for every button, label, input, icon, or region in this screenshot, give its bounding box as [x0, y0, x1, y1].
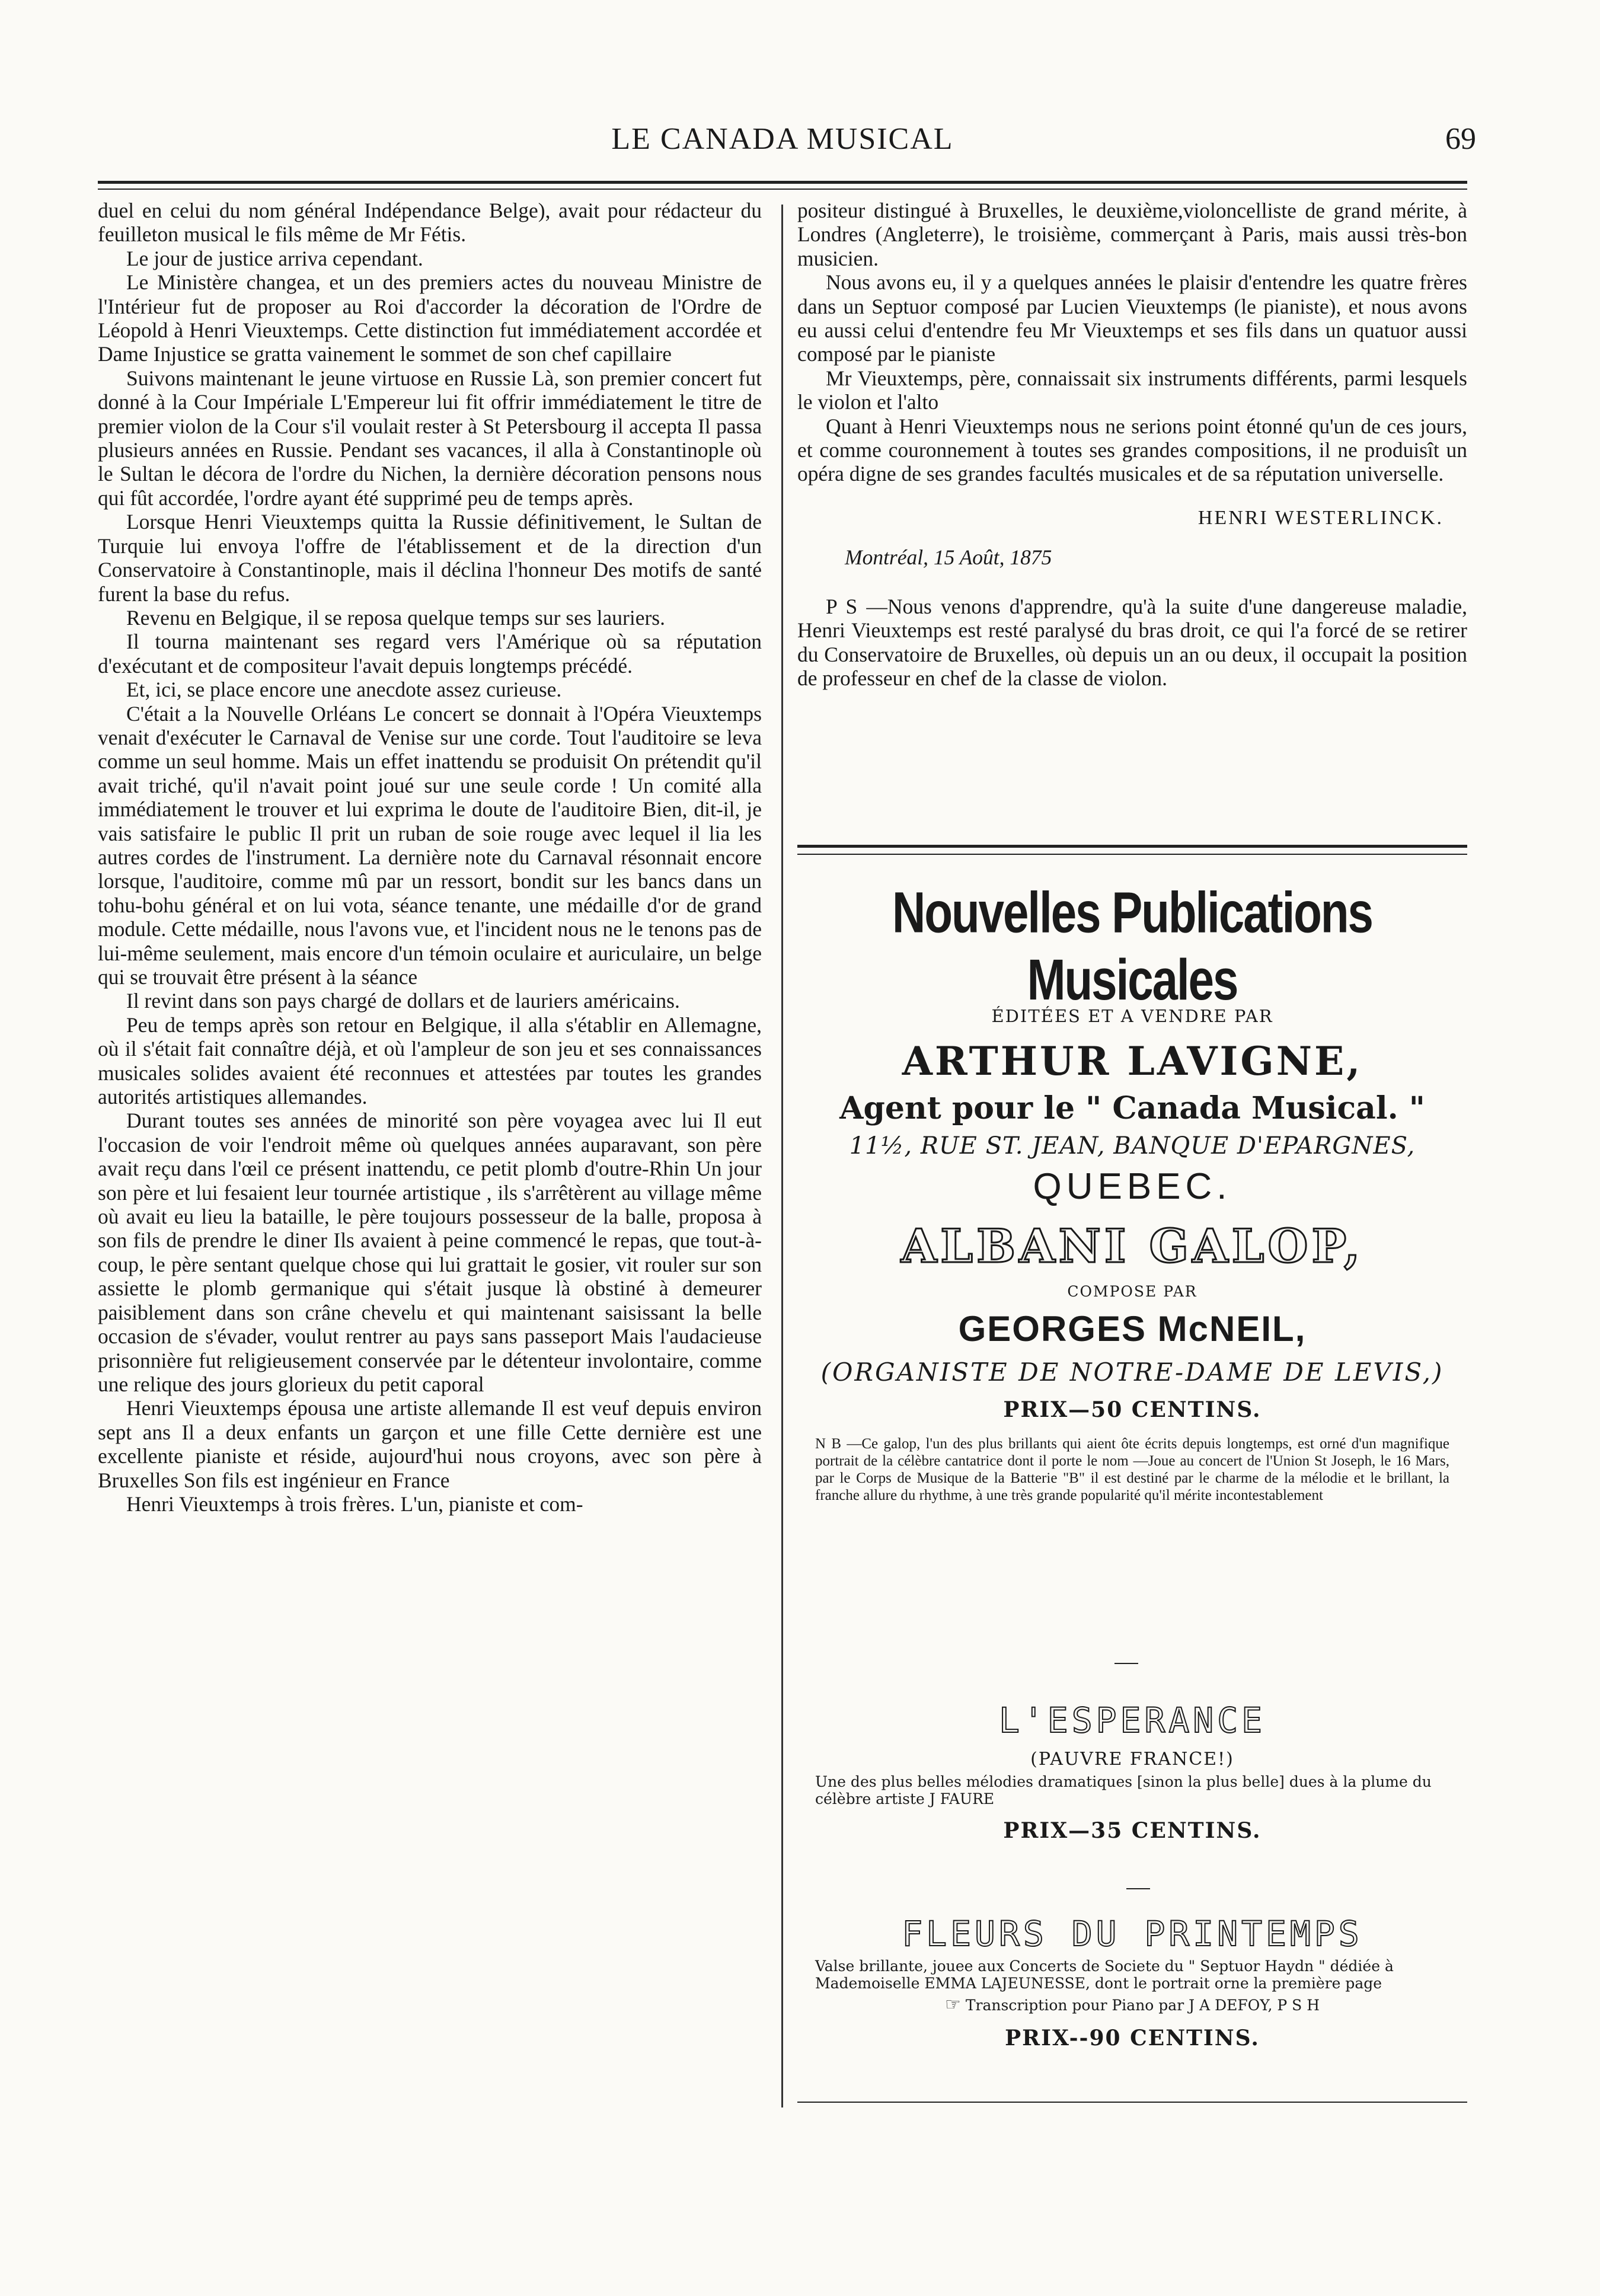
paragraph: Henri Vieuxtemps épousa une artiste allemande Il est veuf depuis environ sept ans Il a deux enfants un garçon et une fille Cette dernière est une excellente pianiste et réside, aujourd'hui nous croyons, avec son père à Bruxelles Son fils est ingénieur en France [98, 1396, 762, 1492]
advertisement-fleurs [797, 1909, 1467, 2051]
dateline: Montréal, 15 Août, 1875 [845, 545, 1052, 570]
paragraph: Revenu en Belgique, il se reposa quelque temps sur ses lauriers. [126, 605, 665, 630]
ad-rule-top [797, 845, 1467, 848]
paragraph: Lorsque Henri Vieuxtemps quitta la Russie définitivement, le Sultan de Turquie lui envoya l'offre de l'établissement et de la direction d'un Conservatoire à Constantinople, mais il déclina l'honneur Des motifs de santé furent la base du refus. [98, 510, 762, 606]
paragraph: Suivons maintenant le jeune virtuose en Russie Là, son premier concert fut donné à la Cour Impériale L'Empereur lui fit offrir immédiatement le titre de premier violon de la Cour s'il voulait rester à St Petersbourg il accepta Il passa plusieurs années en Russie. Pendant ses vacances, il alla à Constantinople où le Sultan le décora de l'ordre du Nichen, la dernière décoration pensons nous qui fût accordée, l'ordre ayant été supprimé peu de temps après. [98, 366, 762, 510]
composer-name: GEORGES McNEIL, [958, 1309, 1307, 1349]
composer-role: (ORGANISTE DE NOTRE-DAME DE LEVIS,) [820, 1358, 1444, 1387]
author-signature: HENRI WESTERLINCK. [1197, 506, 1443, 529]
note-esperance: Une des plus belles mélodies dramatiques [sinon la plus belle] dues à la plume du célèbre artiste J FAURE [815, 1773, 1432, 1808]
page-header [89, 122, 1476, 169]
piece-title-esperance: L'ESPERANCE [998, 1700, 1266, 1741]
paragraph: Le Ministère changea, et un des premiers actes du nouveau Ministre de l'Intérieur fut de proposer au Roi d'accorder la décoration de l'Ordre de Léopold à Henri Vieuxtemps. Cette distinction fut immédiatement accordée et Dame Injustice se gratta vainement le sommet de son chef capillaire [98, 270, 762, 366]
paragraph: Henri Vieuxtemps à trois frères. L'un, pianiste et com- [126, 1492, 583, 1516]
price-esperance: PRIX—35 CENTINS. [1003, 1818, 1262, 1843]
publisher-city: QUEBEC. [1033, 1166, 1232, 1207]
header-rule-thin [98, 189, 1467, 190]
transcription-line [797, 1994, 1467, 2015]
header-rule [98, 181, 1467, 184]
note-fleurs-du-printemps: Valse brillante, jouee aux Concerts de Societe du " Septuor Haydn " dédiée à Mademoiselle EMMA LAJEUNESSE, dont le portrait orne la première page [815, 1957, 1394, 1992]
composed-by: COMPOSE PAR [1067, 1283, 1197, 1300]
publisher-address: 11½, RUE ST. JEAN, BANQUE D'EPARGNES, [849, 1132, 1416, 1160]
publisher-name: ARTHUR LAVIGNE, [902, 1038, 1363, 1084]
piece-subtitle-esperance: (PAUVRE FRANCE!) [1030, 1749, 1234, 1770]
left-column [98, 199, 762, 1516]
column-divider [781, 205, 783, 2107]
ad-rule-bottom [797, 2102, 1467, 2103]
note-albani-galop: N B —Ce galop, l'un des plus brillants qui aient ôte écrits depuis longtemps, est orné d'un magnifique portrait de la célèbre cantatrice dont il porte le nom —Joue au concert de l'Union St Joseph, le 16 Mars, par le Corps de Musique de la Batterie "B" il est destiné par le charme de la mélodie et le brillant, la franche allure du rhythme, à une très grande popularité qu'il mérite incontestablement [815, 1436, 1449, 1503]
agent-line: Agent pour le " Canada Musical. " [839, 1090, 1425, 1126]
paragraph: Mr Vieuxtemps, père, connaissait six instruments différents, parmi lesquels le violon et l'alto [797, 366, 1467, 414]
right-column [797, 199, 1467, 690]
ad-heading: Nouvelles Publications Musicales [892, 879, 1372, 1013]
postscript: P S —Nous venons d'apprendre, qu'à la suite d'une dangereuse maladie, Henri Vieuxtemps est resté paralysé du bras droit, ce qui l'a forcé de se retirer du Conservatoire de Bruxelles, où depuis un an ou deux, il occupait la position de professeur en chef de la classe de violon. [797, 594, 1467, 690]
paragraph: Quant à Henri Vieuxtemps nous ne serions point étonné qu'un de ces jours, et comme couronnement à toutes ses grandes compositions, il ne produisît un opéra digne de ses grandes facultés musicales et de sa réputation universelle. [797, 414, 1467, 486]
paragraph: duel en celui du nom général Indépendance Belge), avait pour rédacteur du feuilleton musical le fils même de Mr Fétis. [98, 199, 762, 247]
paragraph: Nous avons eu, il y a quelques années le plaisir d'entendre les quatre frères dans un Septuor composé par Lucien Vieuxtemps (le pianiste), et nous avons eu aussi celui d'entendre feu Mr Vieuxtemps et ses fils dans un quatuor aussi composé par le pianiste [797, 270, 1467, 366]
publication-title: LE CANADA MUSICAL [611, 122, 954, 156]
paragraph: Peu de temps après son retour en Belgique, il alla s'établir en Allemagne, où il s'était fait connaître déjà, et où l'ampleur de son jeu et ses connaissances musicales solides avaient été reconnues et attestées par toutes les grandes autorités artistiques allemandes. [98, 1013, 762, 1109]
ad-rule-top-thin [797, 854, 1467, 855]
price-albani-galop: PRIX—50 CENTINS. [1003, 1397, 1262, 1422]
paragraph: C'était a la Nouvelle Orléans Le concert se donnait à l'Opéra Vieuxtemps venait d'exécuter le Carnaval de Venise sur une corde. Tout l'auditoire se leva comme un seul homme. Mais un effet inattendu se produisit On prétendit qu'il avait triché, qu'il n'avait point joué sur une seule corde ! Un comité alla immédiatement le trouver et lui exprima le doute de l'auditoire Bien, dit-il, je vais satisfaire le public Il prit un ruban de soie rouge avec lequel il lia les autres cordes de l'instrument. La dernière note du Carnaval résonnait encore lorsque, l'auditoire, comme mû par un ressort, bondit sur les bancs dans un tohu-bohu général et on lui vota, séance tenante, une médaille d'or de grand module. Cette médaille, nous l'avons vue, et l'incident nous ne le tenons pas de lui-même seulement, mais encore d'un témoin oculaire et auriculaire, un belge qui se trouvait être présent à la séance [98, 701, 762, 989]
separator-dash [1126, 1888, 1150, 1889]
advertisement [797, 879, 1467, 1504]
paragraph: Il revint dans son pays chargé de dollars et de lauriers américains. [126, 989, 680, 1013]
piece-title-fleurs-du-printemps: FLEURS DU PRINTEMPS [902, 1914, 1363, 1954]
paragraph: positeur distingué à Bruxelles, le deuxième,violoncelliste de grand mérite, à Londres (Angleterre), le troisième, commerçant à Paris, mais aussi très-bon musicien. [797, 199, 1467, 270]
price-fleurs-du-printemps: PRIX--90 CENTINS. [1005, 2026, 1260, 2051]
paragraph: Il tourna maintenant ses regard vers l'Amérique où sa réputation d'exécutant et de compositeur l'avait depuis longtemps précédé. [98, 630, 762, 678]
separator-dash [1114, 1663, 1138, 1664]
paragraph: Et, ici, se place encore une anecdote assez curieuse. [126, 678, 562, 702]
editees-line: ÉDITÉES ET A VENDRE PAR [991, 1006, 1273, 1026]
piece-title-albani-galop: ALBANI GALOP, [900, 1219, 1364, 1273]
paragraph: Le jour de justice arriva cependant. [126, 246, 423, 270]
pointing-hand-icon: ☞ [944, 1994, 961, 2015]
page-number: 69 [1445, 122, 1476, 156]
paragraph: Durant toutes ses années de minorité son père voyagea avec lui Il eut l'occasion de voir l'endroit même où quelques années auparavant, son père avait reçu dans l'œil ce présent inattendu, ce petit plomb d'outre-Rhin Un jour son père et lui fesaient leur tournée artistique , ils s'arrêtèrent au village même où avait eu lieu la bataille, le père toujours possesseur de la balle, proposa à son fils de prendre le diner Ils avaient à peine commencé le repas, que tout-à-coup, le père sentant quelque chose qui lui grattait le gosier, vit rouler sur son assiette le plomb germanique qui s'était jusque là obstiné à demeurer paisiblement dans son crâne chevelu et qui maintenant saisissant la belle occasion de s'évader, voulut rentrer au pays sans passeport Mais l'audacieuse prisonnière fut religieusement conservée par le détenteur involontaire, comme une relique des jours glorieux du petit caporal [98, 1109, 762, 1396]
advertisement-esperance [797, 1695, 1467, 1843]
transcription-text: Transcription pour Piano par J A DEFOY, P S H [965, 1997, 1320, 2014]
